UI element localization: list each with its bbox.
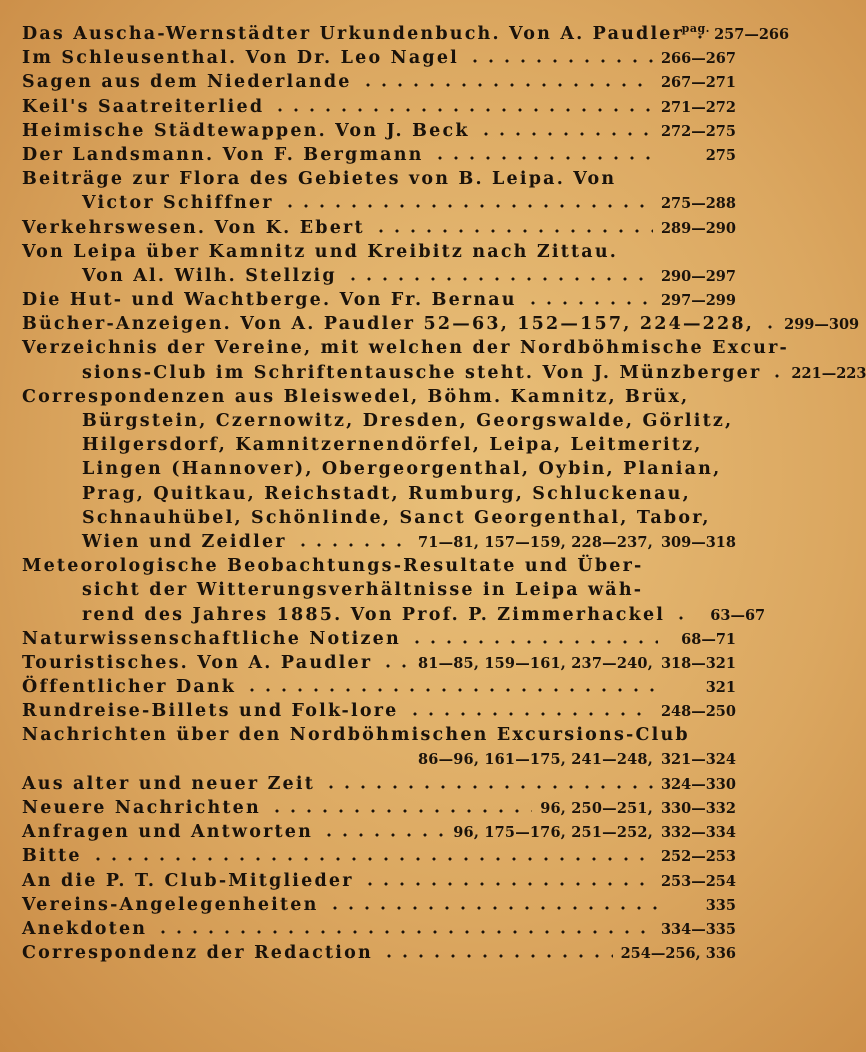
toc-entry-title: Anekdoten xyxy=(22,918,148,939)
toc-entry-line xyxy=(22,22,790,46)
toc-entry-title: Victor Schiffner xyxy=(82,193,274,214)
toc-entry-line xyxy=(22,288,736,312)
dot-leader xyxy=(323,785,653,789)
toc-entry-pages: 321 xyxy=(705,679,736,697)
toc-entry-line xyxy=(22,70,736,94)
toc-entry-pages: 324—330 xyxy=(660,775,736,793)
toc-entry-title: Von Leipa über Kamnitz und Kreibitz nach Zittau. xyxy=(22,241,619,262)
dot-leader xyxy=(381,954,613,958)
toc-entry-pages: 330—332 xyxy=(660,800,736,817)
dot-leader xyxy=(769,374,783,378)
toc-entry-pages: 275 xyxy=(705,146,736,164)
toc-entry-pages: 257—266 xyxy=(714,26,790,43)
toc-entry-title: Anfragen und Antworten xyxy=(22,822,314,843)
dot-leader xyxy=(373,229,653,233)
toc-entry xyxy=(22,22,790,46)
toc-entry-references: 71—81, 157—159, 228—237, xyxy=(417,533,653,551)
toc-entry-line xyxy=(22,167,736,191)
toc-entry-title: Hilgersdorf, Kamnitzernendörfel, Leipa, Leitmeritz, xyxy=(82,435,703,456)
toc-entry xyxy=(22,119,736,143)
dot-leader xyxy=(432,156,658,160)
toc-entry-line xyxy=(22,264,736,288)
toc-entry xyxy=(22,46,736,70)
toc-entry-line xyxy=(22,893,736,917)
toc-entry-line xyxy=(22,844,736,868)
toc-entry-title: rend des Jahres 1885. Von Prof. P. Zimmerhackel xyxy=(82,604,666,625)
toc-entry-references: 86—96, 161—175, 241—248, xyxy=(417,750,653,768)
toc-entry-title: Bitte xyxy=(22,846,82,867)
toc-entry-line xyxy=(22,385,736,409)
toc-entry-references: 96, 250—251, xyxy=(540,800,653,817)
toc-entry-title: Rundreise-Billets und Folk-lore xyxy=(22,701,399,722)
toc-entry-line xyxy=(22,191,736,215)
toc-entry-line xyxy=(22,433,736,457)
dot-leader xyxy=(360,83,653,87)
toc-entry xyxy=(22,820,736,844)
toc-entry-pages: 254—256, 336 xyxy=(620,945,736,963)
toc-entry-title: Sagen aus dem Niederlande xyxy=(22,72,352,93)
toc-entry xyxy=(22,385,736,554)
dot-leader xyxy=(282,204,653,208)
toc-entry xyxy=(22,70,736,94)
toc-entry xyxy=(22,844,736,868)
toc-entry xyxy=(22,723,736,771)
toc-entry xyxy=(22,288,736,312)
toc-entry-pages: 321—324 xyxy=(660,750,736,768)
toc-entry-pages: 290—297 xyxy=(660,267,736,285)
toc-entry-line xyxy=(22,240,736,264)
toc-entry xyxy=(22,869,736,893)
toc-entry xyxy=(22,336,866,384)
toc-entry-line xyxy=(22,748,736,772)
dot-leader xyxy=(345,277,653,281)
toc-entry-line xyxy=(22,917,736,941)
toc-entry-pages: 289—290 xyxy=(660,219,736,237)
dot-leader xyxy=(155,930,653,934)
toc-entry xyxy=(22,216,736,240)
toc-entry-line xyxy=(22,312,860,336)
toc-entry-pages: 252—253 xyxy=(660,848,736,866)
toc-entry-title: Bürgstein, Czernowitz, Dresden, Georgswalde, Görlitz, xyxy=(82,411,734,431)
toc-entry-title: Schnauhübel, Schönlinde, Sanct Georgenthal, Tabor, xyxy=(82,507,711,528)
toc-entry xyxy=(22,627,736,651)
toc-entry-title: Verkehrswesen. Von K. Ebert xyxy=(22,217,365,238)
toc-entry xyxy=(22,554,766,627)
dot-leader xyxy=(362,882,653,886)
table-of-contents xyxy=(22,22,866,965)
dot-leader xyxy=(244,688,658,692)
toc-entry-pages: 332—334 xyxy=(660,824,736,842)
toc-entry-line xyxy=(22,336,789,360)
toc-entry-line xyxy=(22,530,736,554)
dot-leader xyxy=(272,108,653,112)
toc-entry-title: Keil's Saatreiterlied xyxy=(22,96,265,117)
toc-entry-title: Naturwissenschaftliche Notizen xyxy=(22,628,401,649)
toc-entry-title: Der Landsmann. Von F. Bergmann xyxy=(22,144,424,165)
dot-leader xyxy=(407,712,653,716)
toc-entry-pages: 335 xyxy=(705,896,736,914)
toc-entry-title: Das Auscha-Wernstädter Urkundenbuch. Von A. Paudler xyxy=(22,24,685,44)
toc-entry-pages: 248—250 xyxy=(660,703,736,721)
toc-entry-line xyxy=(22,409,736,433)
toc-entry-pages: 68—71 xyxy=(681,630,736,648)
toc-entry-line xyxy=(22,603,766,627)
toc-entry-line xyxy=(22,95,736,119)
toc-entry-title: Prag, Quitkau, Reichstadt, Rumburg, Schluckenau, xyxy=(82,483,691,504)
toc-entry-title: Bücher-Anzeigen. Von A. Paudler 52—63, 152—157, 224—228, xyxy=(22,314,755,335)
toc-entry-line xyxy=(22,361,866,385)
toc-entry-title: Die Hut- und Wachtberge. Von Fr. Bernau xyxy=(22,290,517,311)
toc-entry xyxy=(22,893,736,917)
toc-entry-pages: 309—318 xyxy=(660,533,736,551)
dot-leader xyxy=(673,616,687,620)
toc-entry xyxy=(22,312,860,336)
toc-entry xyxy=(22,699,736,723)
toc-entry-title: Touristisches. Von A. Paudler xyxy=(22,652,373,673)
toc-entry-title: Öffentlicher Dank xyxy=(22,677,237,698)
dot-leader xyxy=(478,132,653,136)
toc-entry-line xyxy=(22,46,736,70)
toc-entry-line xyxy=(22,941,736,965)
toc-entry-pages: 221—223 xyxy=(791,364,866,382)
toc-entry-title: Meteorologische Beobachtungs-Resultate und Über- xyxy=(22,556,644,577)
toc-entry-title: Verzeichnis der Vereine, mit welchen der Nordböhmische Excur- xyxy=(22,338,789,359)
dot-leader xyxy=(692,35,706,39)
toc-entry xyxy=(22,772,736,796)
toc-entry-line xyxy=(22,723,736,747)
toc-entry-title: Wien und Zeidler xyxy=(82,531,287,552)
toc-entry-title: Correspondenzen aus Bleiswedel, Böhm. Kamnitz, Brüx, xyxy=(22,386,690,407)
toc-entry-line xyxy=(22,869,736,893)
toc-entry-title: Lingen (Hannover), Obergeorgenthal, Oybin, Planian, xyxy=(82,459,722,480)
toc-entry-line xyxy=(22,675,736,699)
dot-leader xyxy=(321,833,445,837)
toc-entry-line xyxy=(22,772,736,796)
toc-entry-title: Vereins-Angelegenheiten xyxy=(22,894,319,915)
dot-leader xyxy=(762,325,776,329)
toc-entry xyxy=(22,651,736,675)
toc-entry-pages: 299—309 xyxy=(784,316,860,334)
toc-entry xyxy=(22,95,736,119)
toc-entry-line xyxy=(22,143,736,167)
dot-leader xyxy=(269,809,532,813)
toc-entry-pages: 253—254 xyxy=(660,872,736,890)
dot-leader xyxy=(295,543,410,547)
toc-entry xyxy=(22,167,736,215)
toc-entry-title: Nachrichten über den Nordböhmischen Excursions-Club xyxy=(22,725,690,746)
toc-entry-title: Heimische Städtewappen. Von J. Beck xyxy=(22,120,470,141)
toc-entry-line xyxy=(22,216,736,240)
toc-entry-references: 96, 175—176, 251—252, xyxy=(453,824,653,842)
toc-entry-title: Im Schleusenthal. Von Dr. Leo Nagel xyxy=(22,48,459,69)
toc-entry xyxy=(22,675,736,699)
toc-entry xyxy=(22,796,736,820)
toc-entry-line xyxy=(22,554,736,578)
dot-leader xyxy=(525,301,653,305)
toc-entry-references: 81—85, 159—161, 237—240, xyxy=(417,654,653,672)
toc-entry-line xyxy=(22,820,736,844)
dot-leader xyxy=(467,59,653,63)
toc-entry-pages: 334—335 xyxy=(660,920,736,938)
dot-leader xyxy=(327,906,658,910)
toc-entry-title: Neuere Nachrichten xyxy=(22,798,261,818)
toc-entry-title: Aus alter und neuer Zeit xyxy=(22,773,316,794)
dot-leader xyxy=(380,664,410,668)
toc-entry-title: sions-Club im Schriftentausche steht. Von J. Münzberger xyxy=(82,362,762,383)
toc-entry-title: Correspondenz der Redaction xyxy=(22,943,373,964)
dot-leader xyxy=(409,640,658,644)
toc-entry-pages: 275—288 xyxy=(660,195,736,213)
toc-entry-line xyxy=(22,482,736,506)
toc-entry-title: Von Al. Wilh. Stellzig xyxy=(82,265,337,286)
page-column-label: pag. xyxy=(681,22,710,35)
toc-entry xyxy=(22,917,736,941)
toc-entry-line xyxy=(22,506,736,530)
toc-entry-title: An die P. T. Club-Mitglieder xyxy=(22,870,354,891)
toc-entry-line xyxy=(22,796,736,820)
toc-entry-title: sicht der Witterungsverhältnisse in Leipa wäh- xyxy=(82,580,644,601)
toc-entry xyxy=(22,941,736,965)
dot-leader xyxy=(90,857,653,861)
toc-entry-line xyxy=(22,578,736,602)
toc-entry-line xyxy=(22,627,736,651)
toc-entry xyxy=(22,240,736,288)
toc-entry xyxy=(22,143,736,167)
toc-entry-pages: 272—275 xyxy=(660,122,736,140)
toc-entry-pages: 267—271 xyxy=(660,74,736,92)
toc-entry-pages: 297—299 xyxy=(660,292,736,310)
toc-entry-line xyxy=(22,699,736,723)
toc-entry-line xyxy=(22,651,736,675)
toc-entry-pages: 271—272 xyxy=(660,98,736,116)
toc-entry-pages: 318—321 xyxy=(660,654,736,672)
toc-entry-pages: 266—267 xyxy=(660,50,736,68)
toc-entry-line xyxy=(22,119,736,143)
toc-entry-line xyxy=(22,457,736,481)
toc-entry-pages: 63—67 xyxy=(710,606,766,624)
toc-entry-title: Beiträge zur Flora des Gebietes von B. Leipa. Von xyxy=(22,169,617,190)
